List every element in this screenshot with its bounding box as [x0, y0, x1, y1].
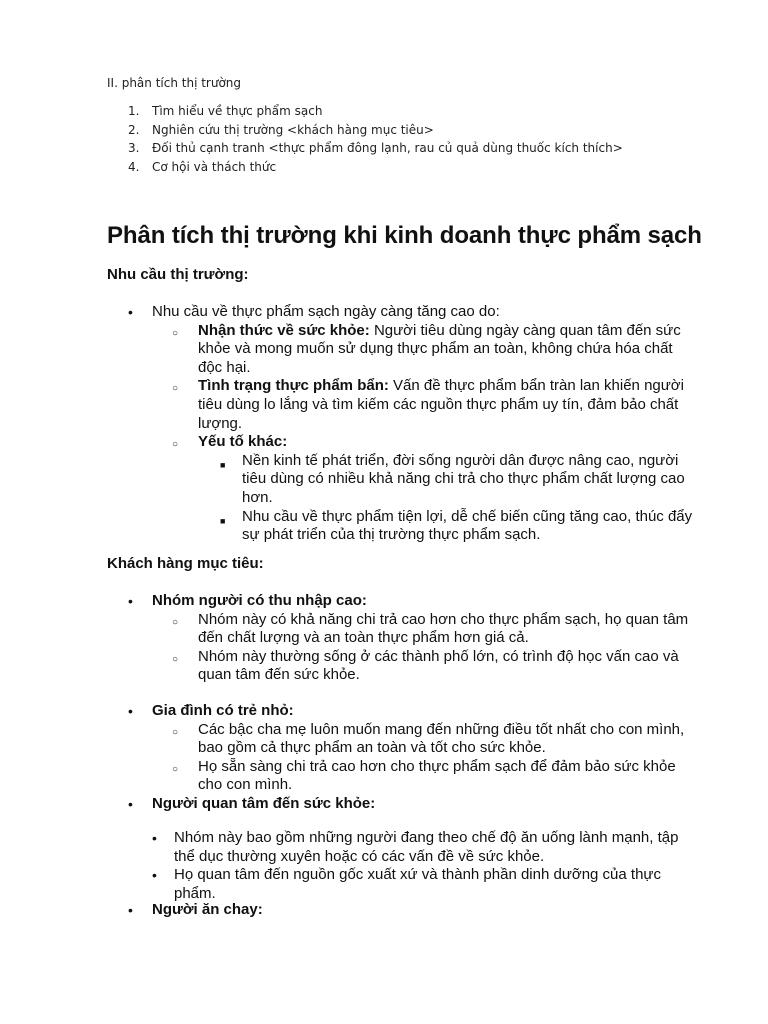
list-item — [152, 866, 728, 903]
disc-bullet-icon: • — [128, 593, 133, 609]
circle-bullet-icon: ○ — [172, 383, 179, 395]
list-item — [128, 721, 728, 758]
customers-list — [128, 901, 728, 920]
list-item — [152, 829, 728, 866]
disc-bullet-icon: • — [128, 902, 133, 918]
outline-item-text: Đối thủ cạnh tranh <thực phẩm đông lạnh, rau củ quả dùng thuốc kích thích> — [152, 141, 623, 155]
circle-bullet-icon: ○ — [172, 439, 179, 451]
other-a-line: Nền kinh tế phát triển, đời sống người dân được nâng cao, người — [242, 451, 679, 469]
health-group-a-line: Nhóm này bao gồm những người đang theo chế độ ăn uống lành mạnh, tập — [174, 829, 679, 846]
families-a-line: bao gồm cả thực phẩm an toàn và tốt cho sức khỏe. — [198, 739, 546, 757]
list-item — [128, 433, 728, 452]
list-item — [128, 758, 728, 795]
outline-item-text: Cơ hội và thách thức — [152, 159, 277, 174]
health-line: độc hại. — [198, 358, 251, 376]
families-label: Gia đình có trẻ nhỏ: — [152, 702, 294, 719]
disc-bullet-icon: • — [128, 795, 133, 812]
high-income-b-line: quan tâm đến sức khỏe. — [198, 666, 360, 684]
outline-item-number: 3. — [128, 141, 140, 155]
demand-list — [128, 303, 728, 545]
list-item — [128, 702, 728, 721]
list-item — [128, 452, 728, 508]
circle-bullet-icon: ○ — [172, 653, 179, 665]
health-line: khỏe và mong muốn sử dụng thực phẩm an toàn, không chứa hóa chất — [198, 340, 673, 358]
circle-bullet-icon: ○ — [172, 763, 179, 775]
other-a-line: tiêu dùng có nhiều khả năng chi trả cho thực phẩm chất lượng cao — [242, 470, 685, 488]
disc-bullet-icon: • — [152, 830, 157, 846]
other-a-line: hơn. — [242, 488, 273, 506]
list-item — [128, 322, 728, 378]
families-b-line: cho con mình. — [198, 776, 293, 794]
customers-list — [128, 592, 728, 685]
outline-item — [128, 102, 623, 121]
circle-bullet-icon: ○ — [172, 616, 179, 628]
circle-bullet-icon: ○ — [172, 726, 179, 738]
high-income-a-line: đến chất lượng và an toàn thực phẩm hơn giá cả. — [198, 629, 529, 647]
list-item — [128, 795, 728, 814]
demand-intro: Nhu cầu về thực phẩm sạch ngày càng tăng cao do: — [152, 303, 500, 320]
health-group-b-line: phẩm. — [174, 884, 216, 902]
customers-list — [152, 829, 728, 903]
high-income-b-line: Nhóm này thường sống ở các thành phố lớn, có trình độ học vấn cao và — [198, 647, 679, 665]
page-title: Phân tích thị trường khi kinh doanh thực phẩm sạch — [107, 222, 702, 249]
disc-bullet-icon: • — [128, 304, 133, 320]
high-income-a-line: Nhóm này có khả năng chi trả cao hơn cho thực phẩm sạch, họ quan tâm — [198, 610, 689, 628]
other-b-line: sự phát triển của thị trường thực phẩm sạch. — [242, 526, 541, 544]
other-b-line: Nhu cầu về thực phẩm tiện lợi, dễ chế biến cũng tăng cao, thúc đẩy — [242, 507, 693, 525]
outline-item — [128, 139, 623, 158]
square-bullet-icon: ■ — [220, 515, 226, 526]
dirty-line: tiêu dùng lo lắng và tìm kiếm các nguồn thực phẩm uy tín, đảm bảo chất — [198, 395, 679, 413]
customers-list — [128, 702, 728, 814]
disc-bullet-icon: • — [128, 703, 133, 719]
disc-bullet-icon: • — [152, 867, 157, 884]
high-income-label: Nhóm người có thu nhập cao: — [152, 592, 367, 609]
list-item — [128, 592, 728, 611]
families-b-line: Họ sẵn sàng chi trả cao hơn cho thực phẩm sạch để đảm bảo sức khỏe — [198, 757, 676, 775]
outline-item-number: 1. — [128, 104, 140, 118]
families-a-line: Các bậc cha mẹ luôn muốn mang đến những điều tốt nhất cho con mình, — [198, 720, 685, 738]
outline-item-number: 4. — [128, 159, 140, 174]
list-item — [128, 648, 728, 685]
outline-item-text: Tìm hiểu về thực phẩm sạch — [152, 104, 323, 118]
list-item — [128, 901, 728, 920]
outline-item — [128, 158, 623, 177]
dirty-line: lượng. — [198, 414, 243, 432]
circle-bullet-icon: ○ — [172, 327, 179, 339]
health-line: Người tiêu dùng ngày càng quan tâm đến sức — [369, 321, 681, 339]
outline-item-text: Nghiên cứu thị trường <khách hàng mục tiêu> — [152, 122, 434, 137]
vegetarian-label: Người ăn chay: — [152, 901, 263, 918]
dirty-label: Tình trạng thực phẩm bẩn: — [198, 377, 389, 395]
health-group-a-line: thể dục thường xuyên hoặc có các vấn đề về sức khỏe. — [174, 847, 545, 865]
other-label: Yếu tố khác: — [198, 433, 288, 451]
list-item — [128, 377, 728, 433]
dirty-line: Vấn đề thực phẩm bẩn tràn lan khiến người — [388, 377, 684, 395]
outline-list — [128, 102, 623, 176]
outline-item — [128, 121, 623, 140]
list-item — [128, 508, 728, 545]
square-bullet-icon: ■ — [220, 459, 226, 470]
outline-title: II. phân tích thị trường — [107, 76, 242, 90]
health-group-b-line: Họ quan tâm đến nguồn gốc xuất xứ và thành phần dinh dưỡng của thực — [174, 866, 661, 884]
section-heading-customers: Khách hàng mục tiêu: — [107, 555, 264, 572]
health-group-label: Người quan tâm đến sức khỏe: — [152, 794, 376, 812]
outline-item-number: 2. — [128, 122, 140, 137]
section-heading-demand: Nhu cầu thị trường: — [107, 266, 249, 283]
health-label: Nhận thức về sức khỏe: — [198, 321, 370, 339]
list-item — [128, 303, 728, 322]
list-item — [128, 611, 728, 648]
